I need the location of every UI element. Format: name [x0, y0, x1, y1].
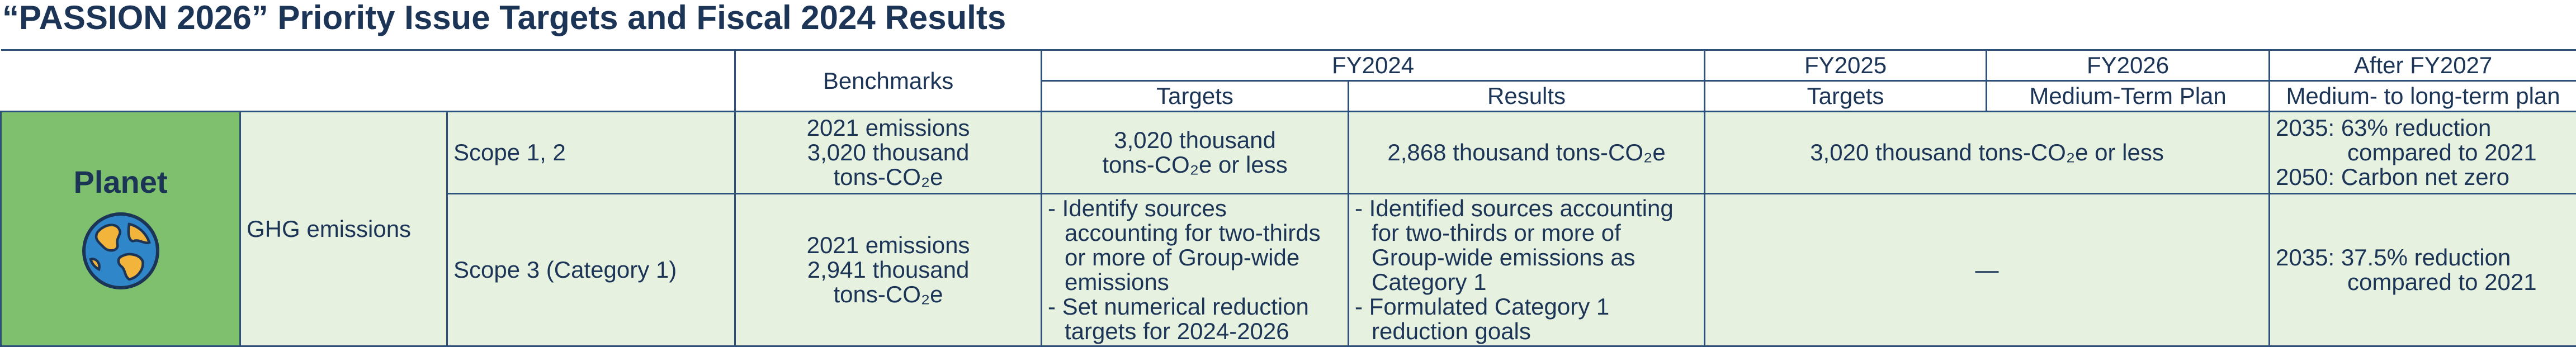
header-blank	[1, 50, 735, 112]
benchmark-cell	[735, 112, 1042, 194]
category-cell	[1, 112, 240, 346]
benchmark-cell	[735, 194, 1042, 346]
header-fy2025-targets: Targets	[1705, 81, 1987, 112]
benchmark-line: tons-CO₂e	[741, 165, 1035, 189]
fy2025-2026-cell: —	[1705, 194, 2270, 346]
benchmark-line: 3,020 thousand	[741, 140, 1035, 165]
benchmark-line: 2021 emissions	[741, 116, 1035, 140]
header-fy2026-plan: Medium-Term Plan	[1987, 81, 2270, 112]
list-item: - Identified sources accounting for two-thirds or more of Group-wide emissions as Category 1	[1355, 196, 1698, 294]
long-term-line: compared to 2021	[2276, 270, 2570, 294]
benchmark-line: 2,941 thousand	[741, 258, 1035, 282]
page-title: “PASSION 2026” Priority Issue Targets and Fiscal 2024 Results	[2, 0, 1006, 47]
benchmark-line: 2021 emissions	[741, 233, 1035, 258]
header-benchmarks: Benchmarks	[735, 50, 1042, 112]
target-list	[1048, 196, 1342, 344]
scope-label: Scope 1, 2	[447, 112, 735, 194]
list-item: - Set numerical reduction targets for 2024-2026	[1048, 294, 1342, 344]
header-fy2024-targets: Targets	[1042, 81, 1349, 112]
header-fy2024-results: Results	[1349, 81, 1705, 112]
header-row-1	[1, 50, 2576, 81]
targets-table	[0, 49, 2576, 347]
long-term-line: 2035: 37.5% reduction	[2276, 245, 2570, 270]
fy2024-result-cell	[1349, 194, 1705, 346]
fy2024-result-cell: 2,868 thousand tons-CO₂e	[1349, 112, 1705, 194]
long-term-cell	[2270, 112, 2576, 194]
header-after-fy2027: After FY2027	[2270, 50, 2576, 81]
globe-icon	[79, 209, 163, 293]
fy2024-target-cell	[1042, 112, 1349, 194]
header-after-fy2027-plan: Medium- to long-term plan	[2270, 81, 2576, 112]
header-fy2024: FY2024	[1042, 50, 1705, 81]
fy2024-target-cell	[1042, 194, 1349, 346]
category-label: Planet	[2, 165, 239, 199]
list-item: - Formulated Category 1 reduction goals	[1355, 294, 1698, 344]
issue-cell: GHG emissions	[240, 112, 447, 346]
long-term-line: 2050: Carbon net zero	[2276, 165, 2570, 189]
benchmark-line: tons-CO₂e	[741, 282, 1035, 307]
result-list	[1355, 196, 1698, 344]
scope-label: Scope 3 (Category 1)	[447, 194, 735, 346]
header-fy2025: FY2025	[1705, 50, 1987, 81]
long-term-line: 2035: 63% reduction	[2276, 116, 2570, 140]
long-term-cell	[2270, 194, 2576, 346]
target-line: 3,020 thousand	[1048, 128, 1342, 153]
fy2025-2026-cell: 3,020 thousand tons-CO₂e or less	[1705, 112, 2270, 194]
list-item: - Identify sources accounting for two-thirds or more of Group-wide emissions	[1048, 196, 1342, 294]
header-fy2026: FY2026	[1987, 50, 2270, 81]
table-row	[1, 112, 2576, 194]
long-term-line: compared to 2021	[2276, 140, 2570, 165]
target-line: tons-CO₂e or less	[1048, 153, 1342, 177]
